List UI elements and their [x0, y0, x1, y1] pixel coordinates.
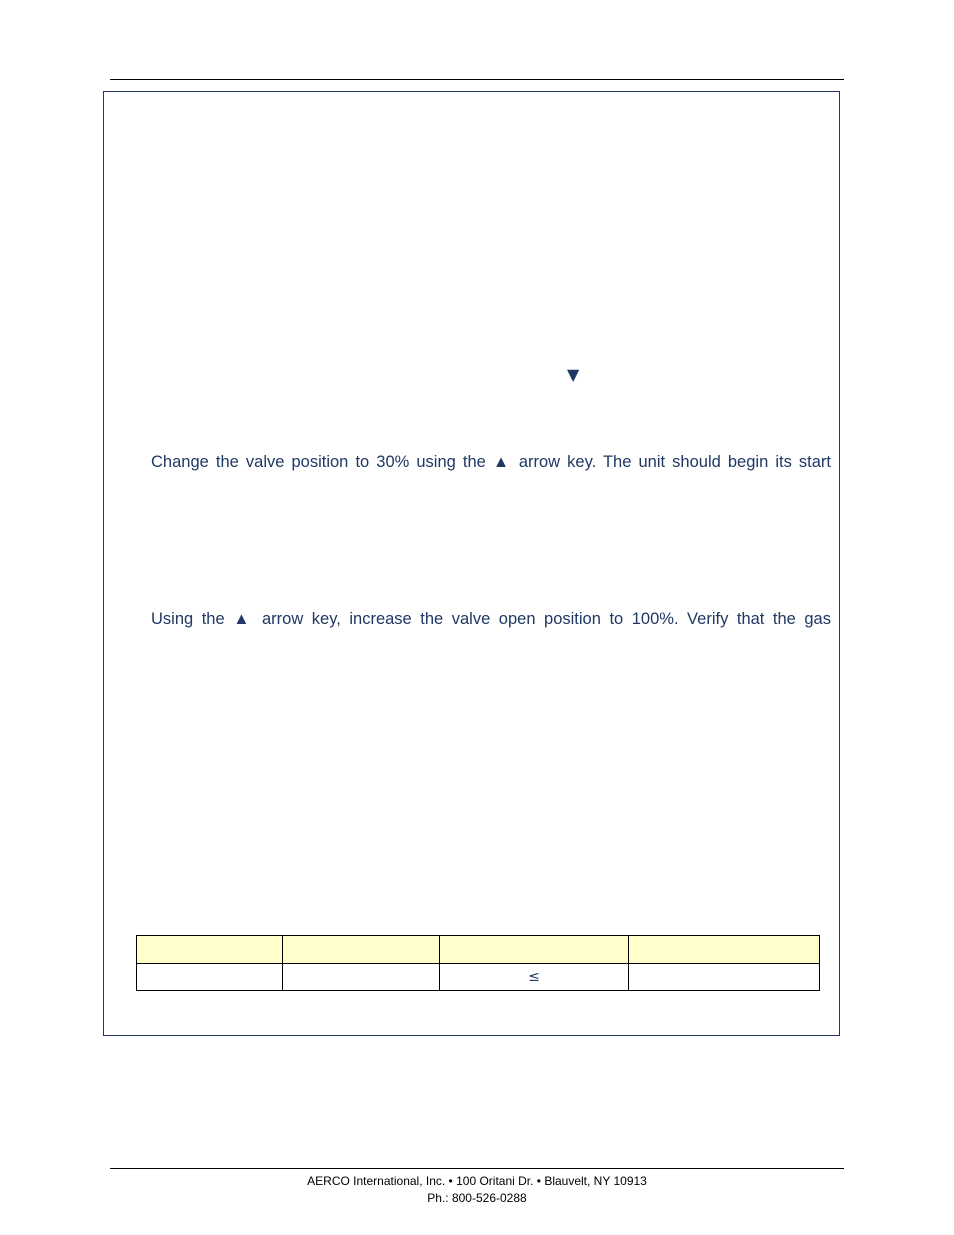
- header-rule: [110, 79, 844, 80]
- spec-table: [136, 935, 820, 991]
- table-header-cell: [629, 936, 820, 964]
- table-header-row: [137, 936, 820, 964]
- table-header-cell: [283, 936, 440, 964]
- footer-rule: [110, 1168, 844, 1169]
- instruction-valve-30-percent: Change the valve position to 30% using the ▲ arrow key. The unit should begin its start: [151, 453, 831, 471]
- down-arrow-icon: ▼: [567, 365, 580, 384]
- table-row: [137, 964, 820, 991]
- table-header-cell: [137, 936, 283, 964]
- footer-address: AERCO International, Inc. • 100 Oritani Dr. • Blauvelt, NY 10913: [307, 1174, 647, 1188]
- content-frame: [103, 91, 840, 1036]
- table-cell: [137, 964, 283, 991]
- instruction-valve-100-percent: Using the ▲ arrow key, increase the valve open position to 100%. Verify that the gas: [151, 610, 831, 628]
- table-cell: ≤: [440, 964, 629, 991]
- footer-phone: Ph.: 800-526-0288: [427, 1191, 527, 1205]
- table-cell: [629, 964, 820, 991]
- table-cell: [283, 964, 440, 991]
- table-header-cell: [440, 936, 629, 964]
